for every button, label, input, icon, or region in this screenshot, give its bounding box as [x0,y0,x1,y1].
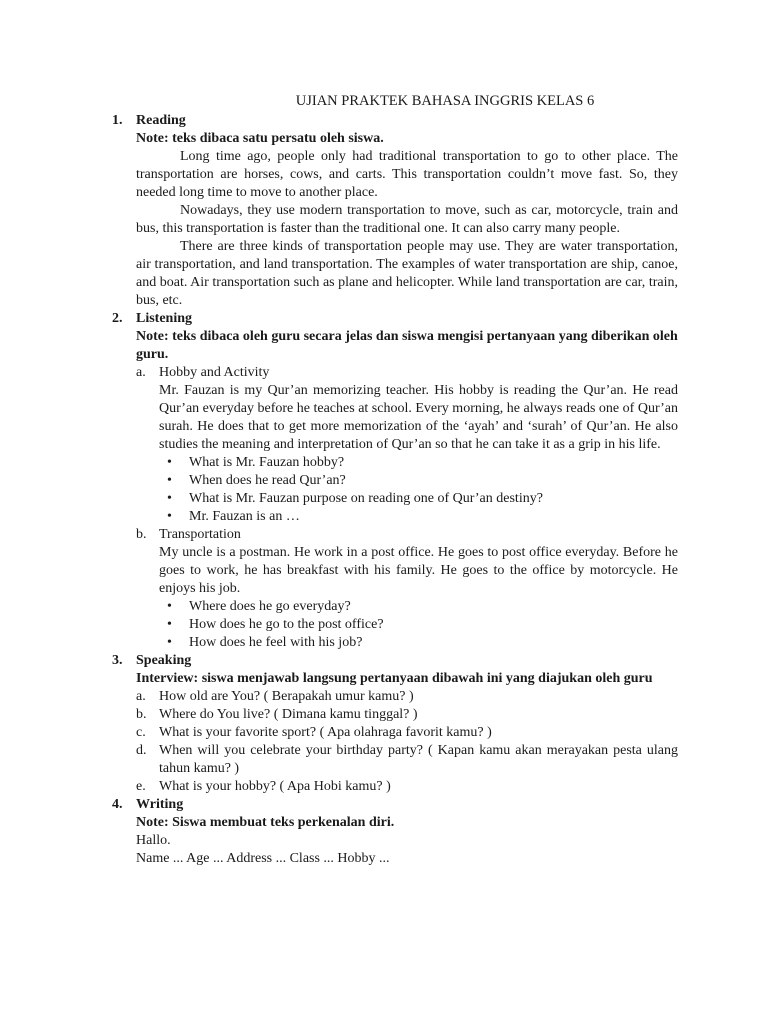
question-list [159,454,678,526]
question-text: What is Mr. Fauzan hobby? [189,455,345,470]
reading-paragraph: Nowadays, they use modern transportation to move, such as car, motorcycle, train and bus, this transportation is faster than the traditional one. It can also carry many people. [136,203,678,236]
question-text: When does he read Qur’an? [189,473,346,488]
list-item [167,472,678,490]
section-number: 1. [112,113,123,128]
list-item [136,706,678,724]
bullet-icon: • [167,599,172,614]
item-text: What is your hobby? ( Apa Hobi kamu? ) [159,779,391,794]
section-heading: Listening [136,311,193,326]
section-number: 2. [112,311,123,326]
item-letter: c. [136,725,146,740]
part-title: Transportation [159,527,241,542]
listening-part-a [136,364,678,526]
listening-part-b [136,526,678,652]
item-text: When will you celebrate your birthday party? ( Kapan kamu akan merayakan pesta ulang tahun kamu? ) [159,743,678,776]
section-writing [112,796,678,868]
question-text: How does he go to the post office? [189,617,384,632]
document-title: UJIAN PRAKTEK BAHASA INGGRIS KELAS 6 [295,93,595,109]
section-note: Note: teks dibaca satu persatu oleh siswa. [136,131,384,146]
section-note: Interview: siswa menjawab langsung pertanyaan dibawah ini yang diajukan oleh guru [136,671,653,686]
list-item [167,598,678,616]
section-heading: Speaking [136,653,192,668]
writing-line: Name ... Age ... Address ... Class ... Hobby ... [136,851,390,866]
list-item [136,742,678,778]
bullet-icon: • [167,509,172,524]
document-page [112,92,678,868]
section-note: Note: Siswa membuat teks perkenalan diri. [136,815,395,830]
item-letter: d. [136,743,147,758]
list-item [136,688,678,706]
interview-question-list [136,688,678,796]
list-item [167,616,678,634]
item-text: Where do You live? ( Dimana kamu tinggal? ) [159,707,418,722]
question-list [159,598,678,652]
part-title: Hobby and Activity [159,365,270,380]
bullet-icon: • [167,473,172,488]
bullet-icon: • [167,455,172,470]
item-text: What is your favorite sport? ( Apa olahraga favorit kamu? ) [159,725,492,740]
list-item [167,508,678,526]
question-text: Mr. Fauzan is an … [189,509,300,524]
bullet-icon: • [167,635,172,650]
reading-paragraph: There are three kinds of transportation people may use. They are water transportation, air transportation, and land transportation. The examples of water transportation are ship, canoe, and boat. Air transportation such as plane and helicopter. While land transportation are car, train, bus, etc. [136,239,678,308]
section-number: 3. [112,653,123,668]
item-text: How old are You? ( Berapakah umur kamu? ) [159,689,414,704]
section-speaking [112,652,678,796]
list-item [167,454,678,472]
list-item [136,724,678,742]
question-text: How does he feel with his job? [189,635,363,650]
item-letter: e. [136,779,146,794]
section-heading: Reading [136,113,186,128]
section-listening [112,310,678,652]
question-text: Where does he go everyday? [189,599,351,614]
question-text: What is Mr. Fauzan purpose on reading one of Qur’an destiny? [189,491,543,506]
item-letter: b. [136,707,147,722]
item-letter: a. [136,689,146,704]
section-number: 4. [112,797,123,812]
list-item [136,778,678,796]
part-text: Mr. Fauzan is my Qur’an memorizing teacher. His hobby is reading the Qur’an. He read Qur’an everyday before he teaches at school. Every morning, he always reads one of Qur’an surah. He does that to get more memorization of the ‘ayah’ and ‘surah’ of Qur’an. He also studies the meaning and interpretation of Qur’an so that he can take it as a grip in his life. [159,383,678,452]
section-reading [112,112,678,310]
list-item [167,634,678,652]
part-letter: b. [136,527,147,542]
section-heading: Writing [136,797,184,812]
part-text: My uncle is a postman. He work in a post office. He goes to post office everyday. Before he goes to work, he has breakfast with his family. He goes to the office by motorcycle. He enjoys his job. [159,545,678,596]
part-letter: a. [136,365,146,380]
bullet-icon: • [167,617,172,632]
section-note: Note: teks dibaca oleh guru secara jelas dan siswa mengisi pertanyaan yang diberikan oleh guru. [136,329,678,362]
reading-paragraph: Long time ago, people only had traditional transportation to go to other place. The transportation are horses, cows, and carts. This transportation couldn’t move fast. So, they needed long time to move to another place. [136,149,678,200]
list-item [167,490,678,508]
bullet-icon: • [167,491,172,506]
writing-line: Hallo. [136,833,171,848]
